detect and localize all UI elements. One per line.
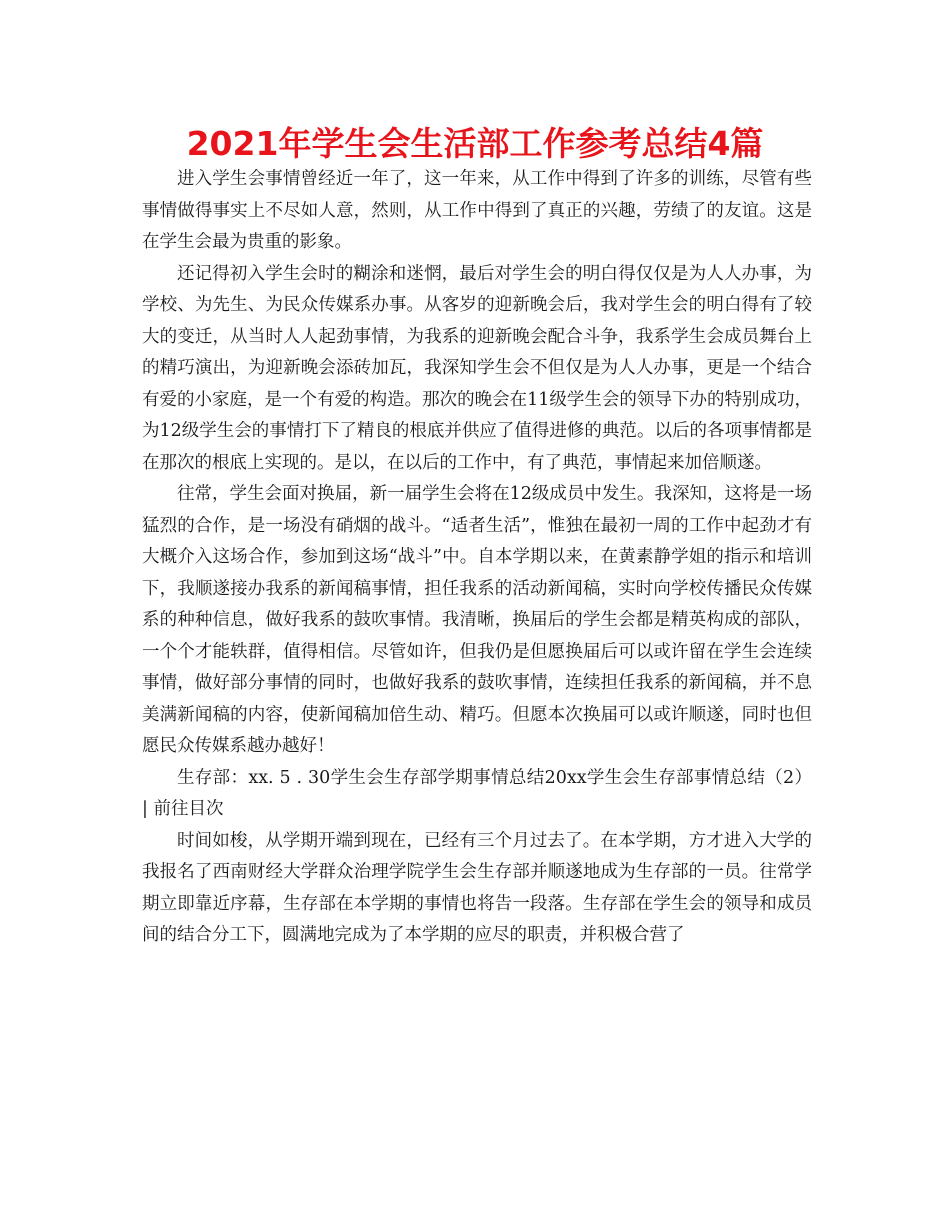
- paragraph-5: 时间如梭，从学期开端到现在，已经有三个月过去了。在本学期，方才进入大学的我报名了西南财经大学群众治理学院学生会生存部并顺遂地成为生存部的一员。往常学期立即靠近序幕，生存部在本学期的事情也将告一段落。生存部在学生会的领导和成员间的结合分工下，圆满地完成为了本学期的应尽的职责，并积极合营了: [142, 830, 812, 945]
- paragraph-4: 生存部：xx. 5 . 30学生会生存部学期事情总结20xx学生会生存部事情总结（2） | 前往目次: [142, 767, 812, 819]
- paragraph-1: 进入学生会事情曾经近一年了，这一年来，从工作中得到了许多的训练，尽管有些事情做得事实上不尽如人意，然则，从工作中得到了真正的兴趣，劳绩了的友谊。这是在学生会最为贵重的影象。: [142, 169, 812, 252]
- paragraph-2: 还记得初入学生会时的糊涂和迷惘，最后对学生会的明白得仅仅是为人人办事，为学校、为先生、为民众传媒系办事。从客岁的迎新晚会后，我对学生会的明白得有了较大的变迁，从当时人人起劲事情，为我系的迎新晚会配合斗争，我系学生会成员舞台上的精巧演出，为迎新晚会添砖加瓦，我深知学生会不但仅是为人人办事，更是一个结合有爱的小家庭，是一个有爱的构造。那次的晚会在11级学生会的领导下办的特别成功，为12级学生会的事情打下了精良的根底并供应了值得进修的典范。以后的各项事情都是在那次的根底上实现的。是以，在以后的工作中，有了典范，事情起来加倍顺遂。: [142, 263, 812, 473]
- document-body: [142, 164, 812, 952]
- paragraph-3: 往常，学生会面对换届，新一届学生会将在12级成员中发生。我深知，这将是一场猛烈的合作，是一场没有硝烟的战斗。“适者生活”，惟独在最初一周的工作中起劲才有大概介入这场合作，参加到这场“战斗”中。自本学期以来，在黄素静学姐的指示和培训下，我顺遂接办我系的新闻稿事情，担任我系的活动新闻稿，实时向学校传播民众传媒系的种种信息，做好我系的鼓吹事情。我清晰，换届后的学生会都是精英构成的部队，一个个才能轶群，值得相信。尽管如许，但我仍是但愿换届后可以或许留在学生会连续事情，做好部分事情的同时，也做好我系的鼓吹事情，连续担任我系的新闻稿，并不息美满新闻稿的内容，使新闻稿加倍生动、精巧。但愿本次换届可以或许顺遂，同时也但愿民众传媒系越办越好！: [142, 484, 812, 756]
- document-title: 2021年学生会生活部工作参考总结4篇: [186, 124, 764, 163]
